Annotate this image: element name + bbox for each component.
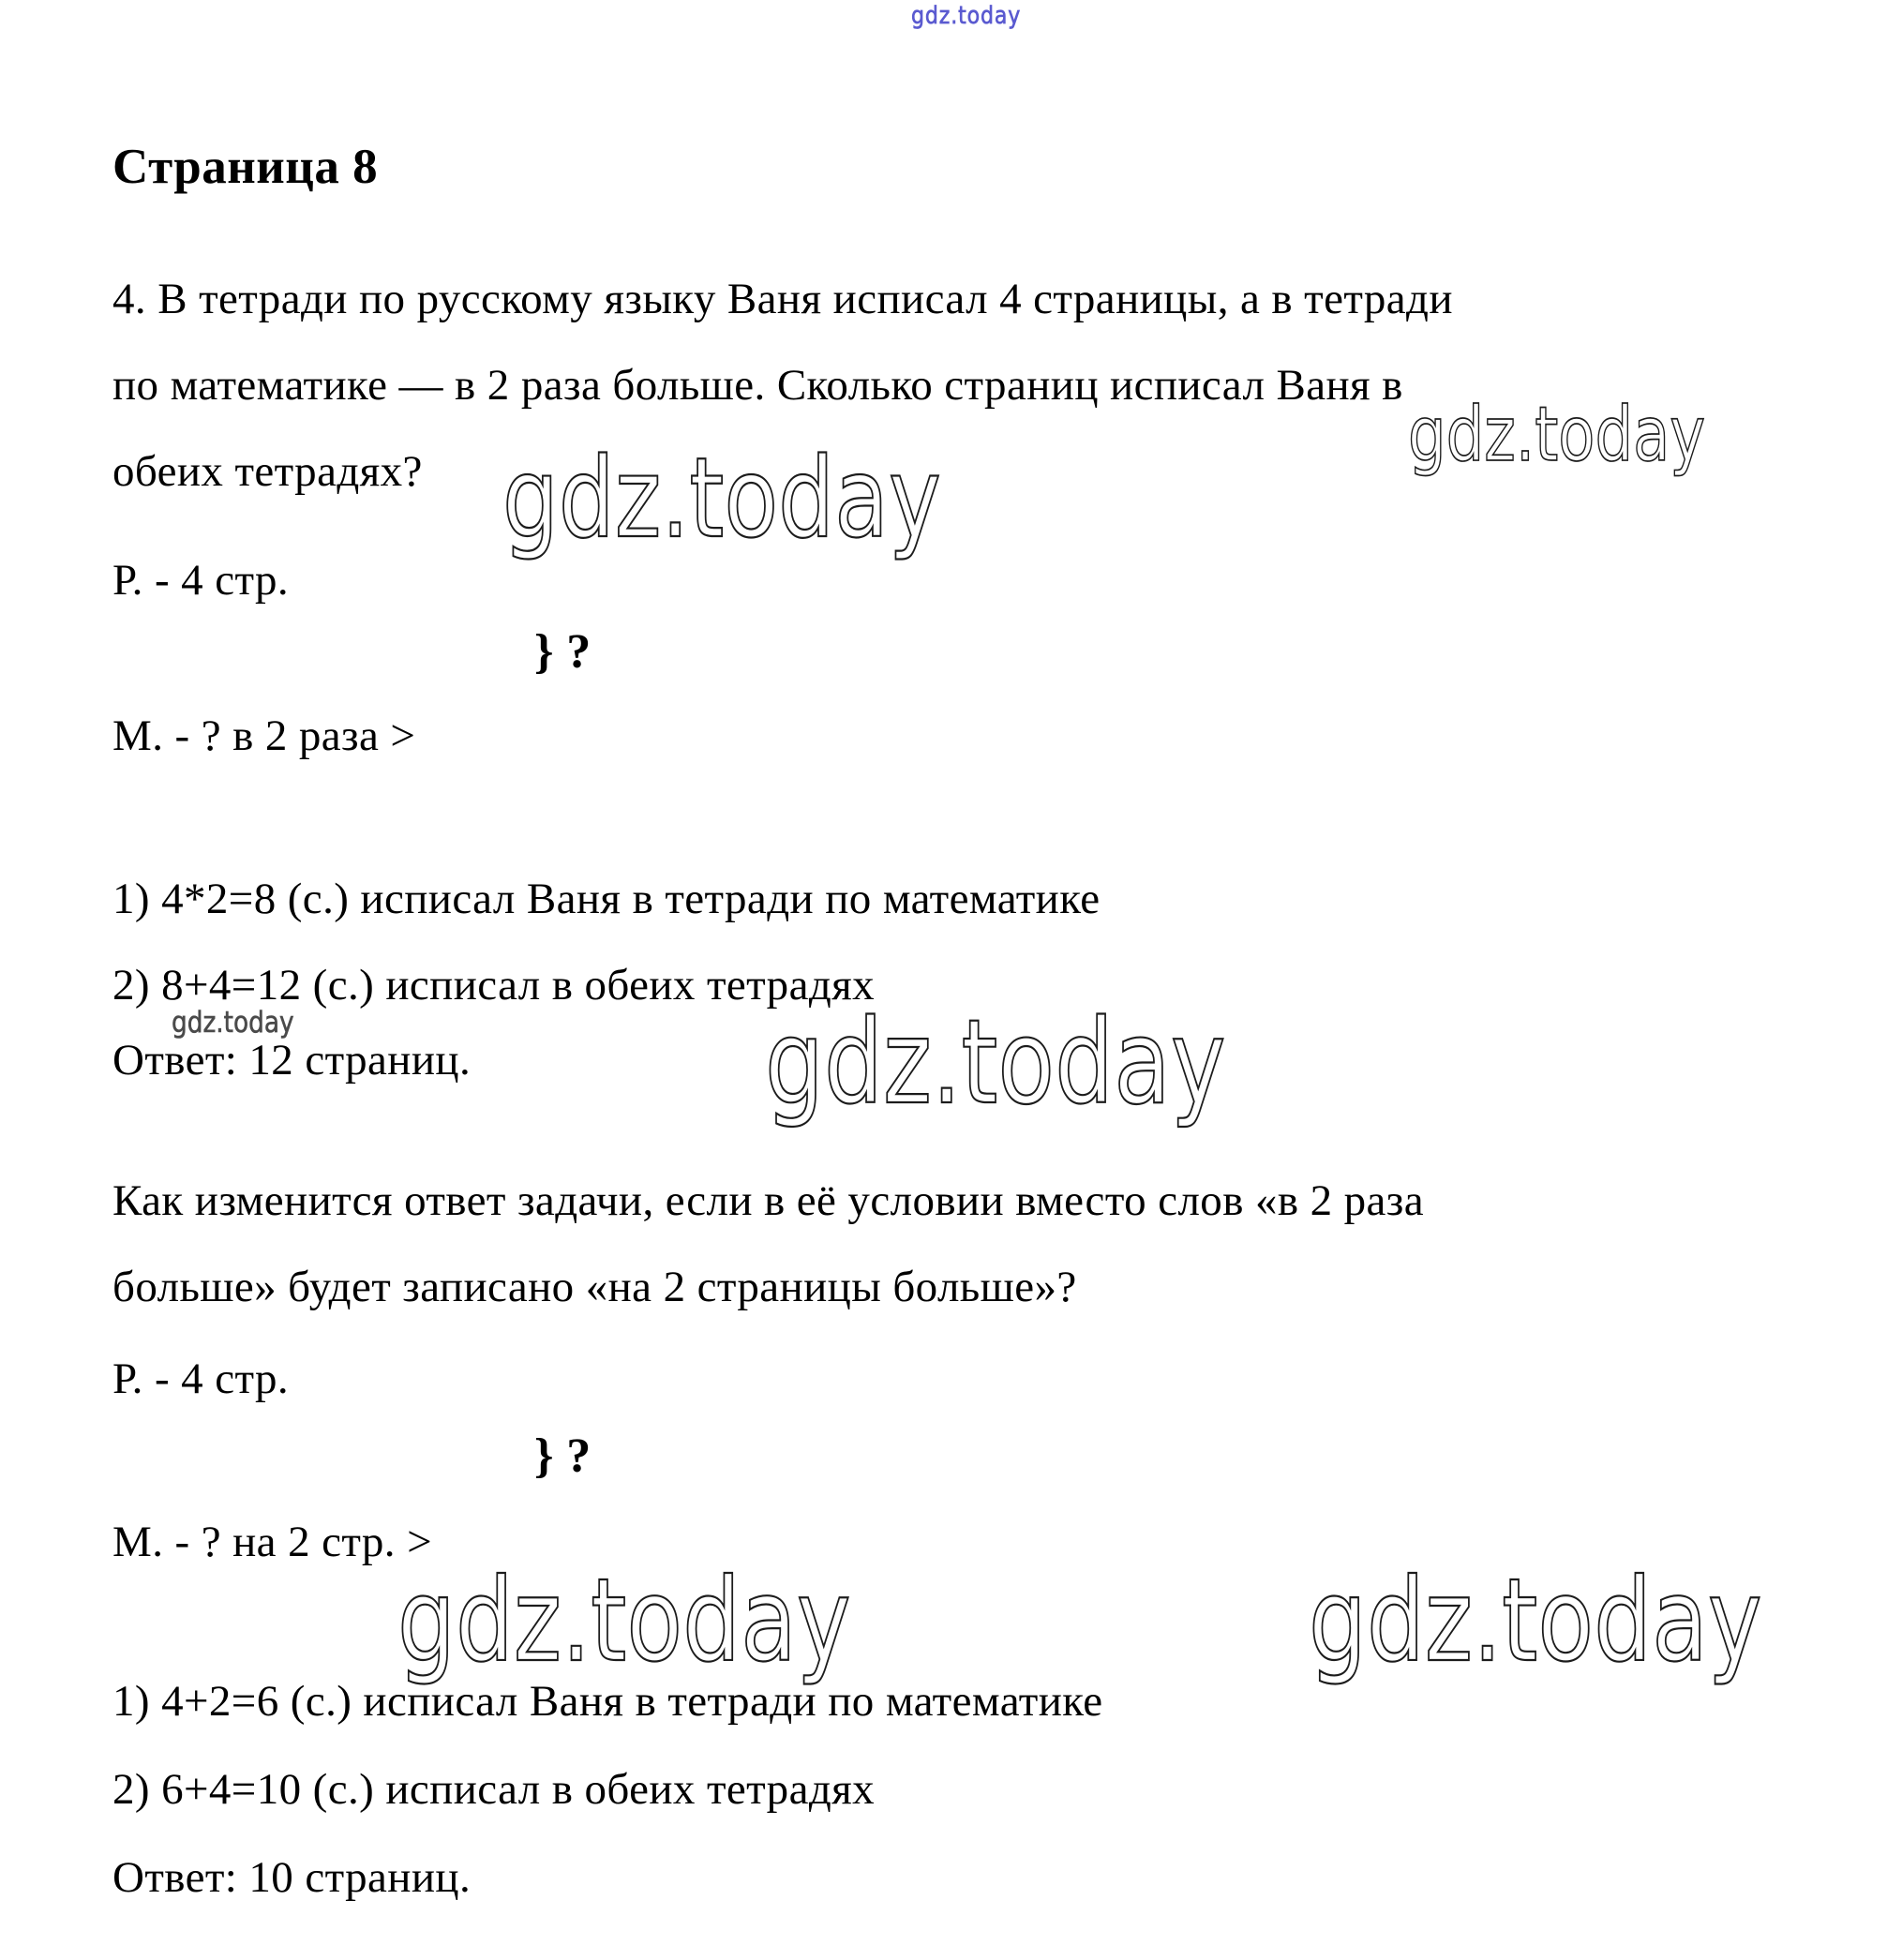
watermark-lower-right: gdz.today <box>1309 1554 1762 1687</box>
watermark-top: gdz.today <box>911 2 1022 30</box>
question2-line-2: больше» будет записано «на 2 страницы больше»? <box>112 1263 1077 1311</box>
problem-text-line-2: по математике — в 2 раза больше. Сколько страниц исписал Ваня в <box>112 361 1403 410</box>
watermark-small-gray: gdz.today <box>172 1006 294 1040</box>
watermark-center-large: gdz.today <box>502 433 941 562</box>
solution2-step2: 2) 6+4=10 (с.) исписал в обеих тетрадях <box>112 1765 876 1814</box>
scheme2-brace-question: } ? <box>534 1429 592 1483</box>
question2-line-1: Как изменится ответ задачи, если в её условии вместо слов «в 2 раза <box>112 1176 1425 1225</box>
scheme1-math-line: М. - ? в 2 раза > <box>112 711 416 760</box>
problem-text-line-3: обеих тетрадях? <box>112 447 423 496</box>
scheme1-brace-question: } ? <box>534 625 592 679</box>
solution1-answer: Ответ: 12 страниц. <box>112 1036 472 1085</box>
watermark-mid-right: gdz.today <box>1408 391 1706 478</box>
problem-text-line-1: 4. В тетради по русскому языку Ваня исписал 4 страницы, а в тетради <box>112 275 1453 323</box>
watermark-answer-large: gdz.today <box>765 995 1226 1130</box>
watermark-lower-left: gdz.today <box>397 1554 851 1687</box>
scheme2-russian-line: Р. - 4 стр. <box>112 1354 290 1403</box>
scheme2-math-line: М. - ? на 2 стр. > <box>112 1518 432 1566</box>
solution1-step1: 1) 4*2=8 (с.) исписал Ваня в тетради по математике <box>112 875 1101 923</box>
solution1-step2: 2) 8+4=12 (с.) исписал в обеих тетрадях <box>112 961 876 1010</box>
scheme1-russian-line: Р. - 4 стр. <box>112 556 290 605</box>
solution2-step1: 1) 4+2=6 (с.) исписал Ваня в тетради по математике <box>112 1677 1103 1726</box>
solution2-answer: Ответ: 10 страниц. <box>112 1853 472 1902</box>
page-title: Страница 8 <box>112 140 379 194</box>
